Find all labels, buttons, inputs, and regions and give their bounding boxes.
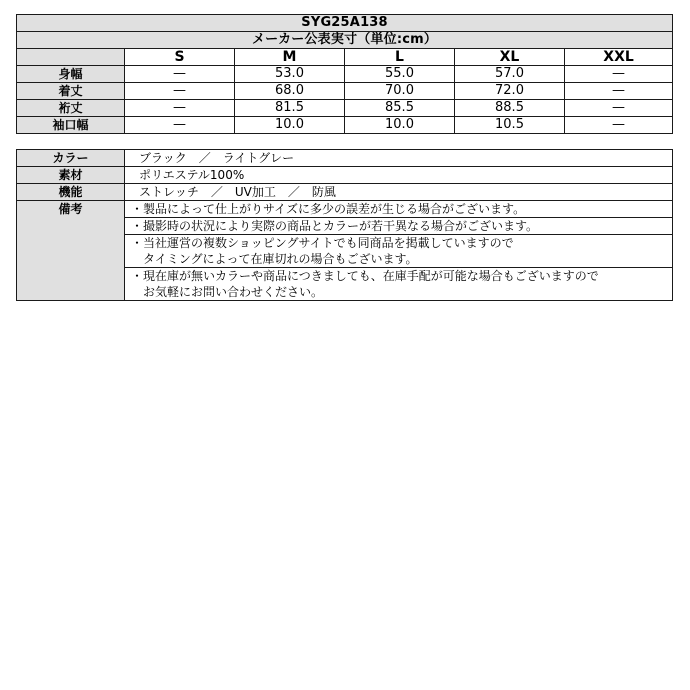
size-header-l: L bbox=[345, 49, 455, 66]
table-cell: 10.0 bbox=[235, 117, 345, 134]
table-cell: — bbox=[565, 83, 673, 100]
table-cell: 68.0 bbox=[235, 83, 345, 100]
spec-label-function: 機能 bbox=[17, 184, 125, 201]
spec-row-remarks bbox=[17, 201, 673, 218]
size-header-row bbox=[17, 49, 673, 66]
table-cell: — bbox=[125, 83, 235, 100]
header-corner-cell bbox=[17, 49, 125, 66]
product-code: SYG25A138 bbox=[17, 15, 673, 32]
remark-line: ・当社運営の複数ショッピングサイトでも同商品を掲載していますので bbox=[131, 236, 514, 250]
size-chart-table bbox=[16, 14, 673, 134]
table-cell: 88.5 bbox=[455, 100, 565, 117]
remark-note bbox=[125, 235, 673, 268]
size-header-m: M bbox=[235, 49, 345, 66]
spec-label-remarks: 備考 bbox=[17, 201, 125, 301]
table-cell: — bbox=[565, 100, 673, 117]
row-label-length: 着丈 bbox=[17, 83, 125, 100]
row-label-body-width: 身幅 bbox=[17, 66, 125, 83]
size-header-xxl: XXL bbox=[565, 49, 673, 66]
table-row bbox=[17, 83, 673, 100]
remark-line: タイミングによって在庫切れの場合もございます。 bbox=[131, 252, 418, 266]
spec-label-material: 素材 bbox=[17, 167, 125, 184]
remark-note bbox=[125, 218, 673, 235]
table-cell: — bbox=[125, 66, 235, 83]
table-cell: — bbox=[565, 117, 673, 134]
table-cell: — bbox=[125, 100, 235, 117]
table-cell: — bbox=[565, 66, 673, 83]
remark-line: お気軽にお問い合わせください。 bbox=[131, 285, 324, 299]
row-label-sleeve-length: 裄丈 bbox=[17, 100, 125, 117]
spec-value-color: ブラック ／ ライトグレー bbox=[125, 150, 673, 167]
table-cell: 72.0 bbox=[455, 83, 565, 100]
spec-label-color: カラー bbox=[17, 150, 125, 167]
remark-line: ・現在庫が無いカラーや商品につきましても、在庫手配が可能な場合もございますので bbox=[131, 269, 599, 283]
table-cell: 10.5 bbox=[455, 117, 565, 134]
table-cell: 57.0 bbox=[455, 66, 565, 83]
table-row bbox=[17, 117, 673, 134]
table-cell: 85.5 bbox=[345, 100, 455, 117]
table-row bbox=[17, 66, 673, 83]
spec-value-material: ポリエステル100% bbox=[125, 167, 673, 184]
spec-row-function bbox=[17, 184, 673, 201]
size-header-s: S bbox=[125, 49, 235, 66]
table-row bbox=[17, 100, 673, 117]
table-cell: 70.0 bbox=[345, 83, 455, 100]
row-label-cuff-width: 袖口幅 bbox=[17, 117, 125, 134]
spec-table bbox=[16, 149, 673, 301]
remark-line: ・撮影時の状況により実際の商品とカラーが若干異なる場合がございます。 bbox=[131, 219, 539, 233]
remark-note bbox=[125, 201, 673, 218]
table-cell: 55.0 bbox=[345, 66, 455, 83]
table-cell: 53.0 bbox=[235, 66, 345, 83]
remark-line: ・製品によって仕上がりサイズに多少の誤差が生じる場合がございます。 bbox=[131, 202, 526, 216]
spec-row-color bbox=[17, 150, 673, 167]
size-chart-subtitle: メーカー公表実寸（単位:cm） bbox=[17, 32, 673, 49]
size-header-xl: XL bbox=[455, 49, 565, 66]
table-cell: 81.5 bbox=[235, 100, 345, 117]
table-cell: 10.0 bbox=[345, 117, 455, 134]
table-cell: — bbox=[125, 117, 235, 134]
spec-value-function: ストレッチ ／ UV加工 ／ 防風 bbox=[125, 184, 673, 201]
spec-row-material bbox=[17, 167, 673, 184]
remark-note bbox=[125, 268, 673, 301]
